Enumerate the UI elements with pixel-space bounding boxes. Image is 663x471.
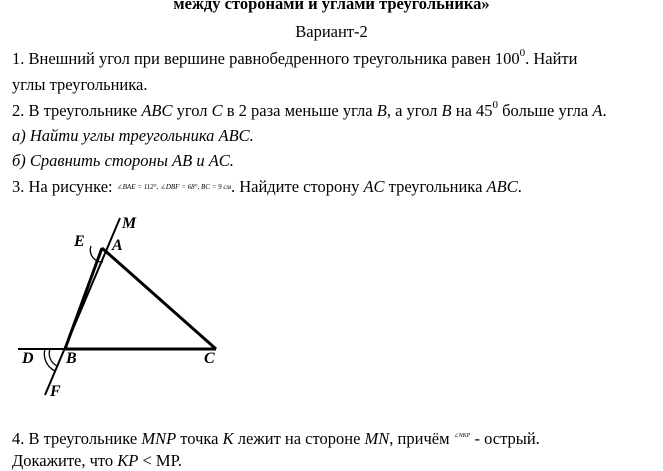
variant-label: Вариант-2 bbox=[295, 22, 368, 41]
p2-t1: 2. В треугольнике bbox=[12, 101, 142, 120]
p3-t2: . Найдите сторону bbox=[230, 177, 364, 196]
p2-degree: 0 bbox=[492, 99, 499, 111]
p4-t5: - острый. bbox=[470, 429, 540, 448]
label-D: D bbox=[22, 350, 34, 367]
p2-b2: B bbox=[441, 101, 452, 120]
p1-degree: 0 bbox=[519, 47, 526, 59]
p2-t7: . bbox=[602, 101, 607, 120]
side-AC bbox=[102, 248, 216, 349]
p2-t2: угол bbox=[172, 101, 212, 120]
p2-a: A bbox=[592, 101, 603, 120]
p1-text-end: . Найти bbox=[525, 49, 578, 68]
label-B: B bbox=[66, 350, 77, 367]
label-M: M bbox=[122, 215, 137, 232]
p4-kp: KP bbox=[117, 451, 139, 470]
label-E: E bbox=[74, 233, 85, 250]
p4-angle: ∠NKP bbox=[453, 433, 471, 439]
p4-t6: Докажите, что bbox=[12, 451, 118, 470]
side-AB bbox=[65, 248, 102, 349]
p2-t3: в 2 раза меньше угла bbox=[222, 101, 377, 120]
problem-4-line-2 bbox=[12, 451, 182, 471]
label-C: C bbox=[204, 350, 215, 367]
label-A: A bbox=[112, 237, 123, 254]
p4-t2: точка bbox=[176, 429, 223, 448]
p4-t3: лежит на стороне bbox=[233, 429, 365, 448]
p4-t1: 4. В треугольнике bbox=[12, 429, 142, 448]
p3-t4: . bbox=[517, 177, 522, 196]
label-F: F bbox=[50, 383, 61, 400]
p1-text: 1. Внешний угол при вершине равнобедренного треугольника равен 100 bbox=[12, 49, 520, 68]
p3-t3: треугольника bbox=[384, 177, 487, 196]
p3-ac: AC bbox=[363, 177, 385, 196]
problem-4-line-1 bbox=[12, 426, 540, 449]
problem-1-line-2: углы треугольника. bbox=[12, 75, 148, 94]
p4-t7: < МР. bbox=[138, 451, 182, 470]
p2-t4: , а угол bbox=[386, 101, 442, 120]
p2-t6: больше угла bbox=[498, 101, 593, 120]
problem-2-question-a: а) Найти углы треугольника ABC. bbox=[12, 126, 254, 145]
p2-b1: B bbox=[376, 101, 387, 120]
p2-abc: ABC bbox=[141, 101, 173, 120]
p2-t5: на 45 bbox=[451, 101, 493, 120]
p3-given-values: ∠BAE = 112°, ∠DBF = 68°, BC = 9 см bbox=[116, 183, 231, 191]
p4-k: K bbox=[222, 429, 234, 448]
p4-mnp: MNP bbox=[141, 429, 177, 448]
p3-abc: ABC bbox=[486, 177, 518, 196]
worksheet-title: между сторонами и углами треугольника» bbox=[173, 0, 490, 13]
p4-mn: MN bbox=[364, 429, 390, 448]
p4-t4: , причём bbox=[389, 429, 454, 448]
problem-2-question-b: б) Сравнить стороны AB и AC. bbox=[12, 151, 234, 170]
angle-arc-DBF-1 bbox=[49, 349, 57, 366]
p3-t1: 3. На рисунке: bbox=[12, 177, 117, 196]
p2-c: C bbox=[211, 101, 223, 120]
